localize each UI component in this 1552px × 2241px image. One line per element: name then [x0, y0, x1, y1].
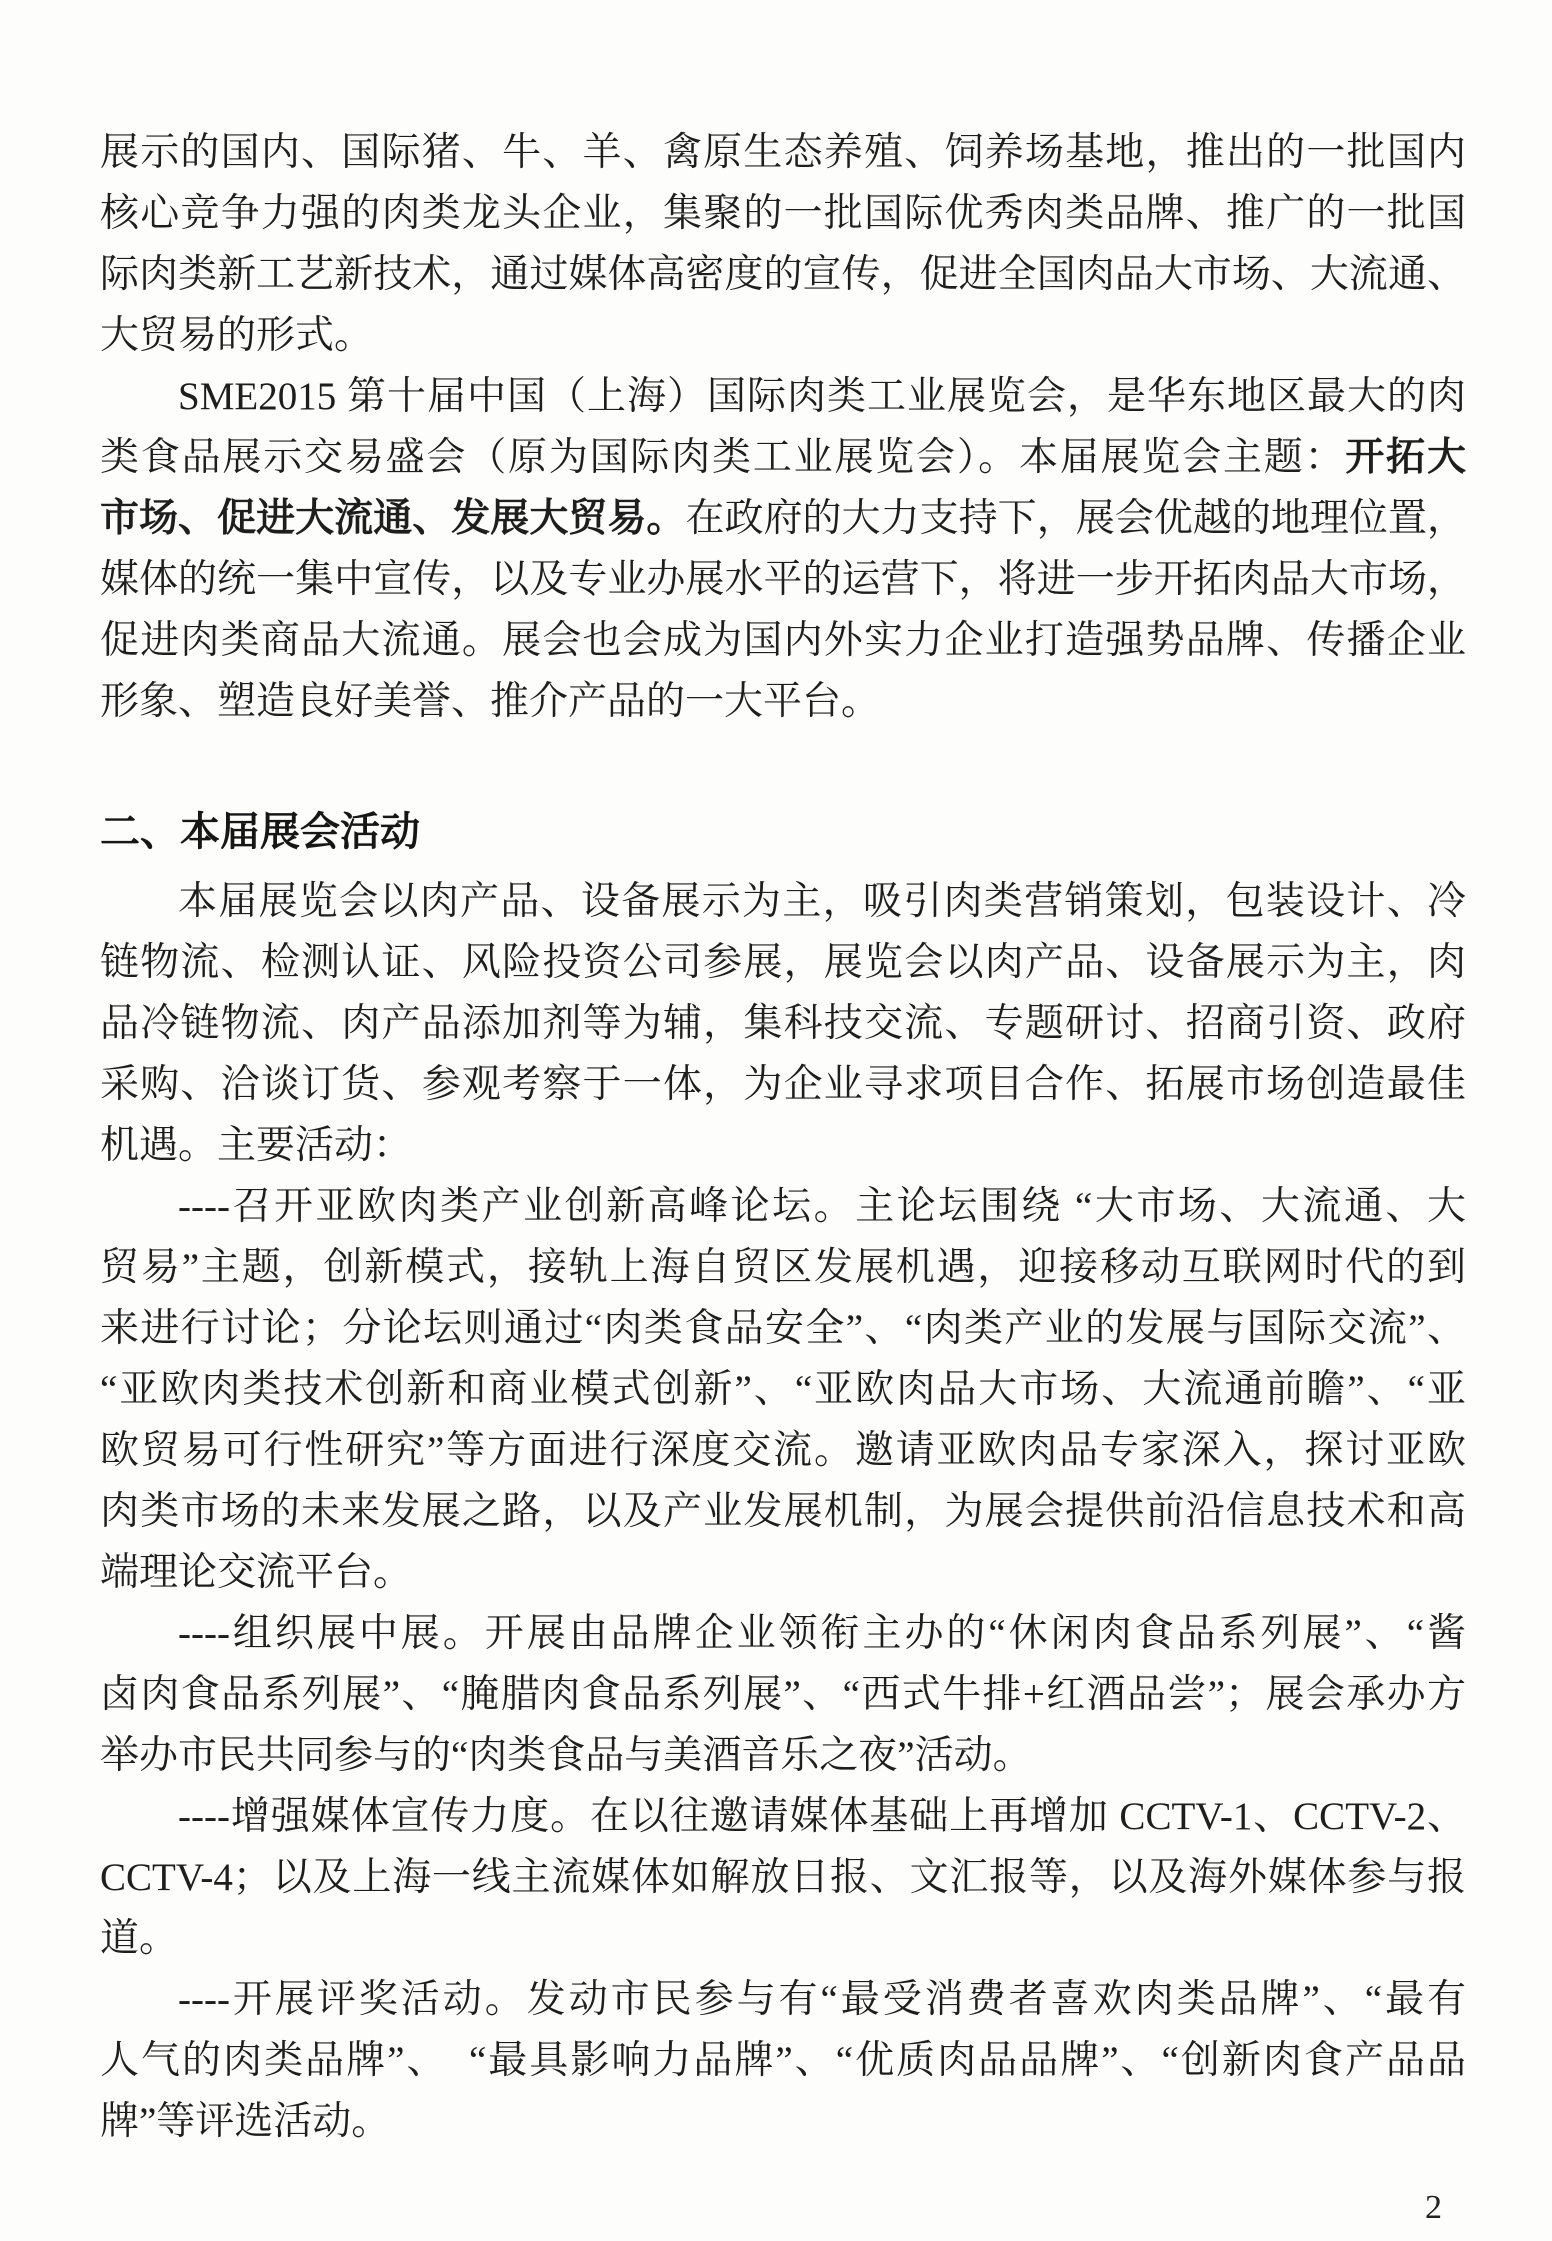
- page-number: 2: [1425, 2189, 1442, 2226]
- text-line: 来进行讨论；分论坛则通过“肉类食品安全”、“肉类产业的发展与国际交流”、: [100, 1307, 1466, 1350]
- activity-media-promotion: [100, 1786, 1466, 1969]
- text-line: 品冷链物流、肉产品添加剂等为辅，集科技交流、专题研讨、招商引资、政府: [100, 1002, 1466, 1045]
- text-line: 欧贸易可行性研究”等方面进行深度交流。邀请亚欧肉品专家深入，探讨亚欧: [100, 1429, 1466, 1472]
- text-line: CCTV-4；以及上海一线主流媒体如解放日报、文汇报等，以及海外媒体参与报: [100, 1856, 1466, 1899]
- paragraph-sme-overview: [100, 366, 1466, 732]
- text-line: 形象、塑造良好美誉、推介产品的一大平台。: [100, 680, 881, 723]
- text-line: 促进肉类商品大流通。展会也会成为国内外实力企业打造强势品牌、传播企业: [100, 619, 1466, 662]
- text-line: [100, 488, 1466, 549]
- text-line: 际肉类新工艺新技术，通过媒体高密度的宣传，促进全国肉品大市场、大流通、: [100, 253, 1466, 296]
- text-line: “亚欧肉类技术创新和商业模式创新”、“亚欧肉品大市场、大流通前瞻”、“亚: [100, 1368, 1466, 1411]
- text-line: 核心竞争力强的肉类龙头企业，集聚的一批国际优秀肉类品牌、推广的一批国: [100, 192, 1466, 235]
- text-segment: 类食品展示交易盛会（原为国际肉类工业展览会）。本届展览会主题：: [100, 436, 1346, 479]
- text-line: 机遇。主要活动：: [100, 1124, 413, 1167]
- paragraph-continuation: [100, 122, 1466, 366]
- text-line: 链物流、检测认证、风险投资公司参展，展览会以肉产品、设备展示为主，肉: [100, 941, 1466, 984]
- text-line: 本届展览会以肉产品、设备展示为主，吸引肉类营销策划，包装设计、冷: [178, 880, 1466, 923]
- text-line: 采购、洽谈订货、参观考察于一体，为企业寻求项目合作、拓展市场创造最佳: [100, 1063, 1466, 1106]
- paragraph-exhibition-intro: [100, 871, 1466, 1176]
- activity-awards: [100, 1969, 1466, 2152]
- text-line: 大贸易的形式。: [100, 314, 374, 357]
- text-line: SME2015 第十届中国（上海）国际肉类工业展览会，是华东地区最大的肉: [178, 375, 1466, 418]
- text-line: 媒体的统一集中宣传，以及专业办展水平的运营下，将进一步开拓肉品大市场，: [100, 558, 1466, 601]
- text-line: ----组织展中展。开展由品牌企业领衔主办的“休闲肉食品系列展”、“酱: [178, 1612, 1466, 1655]
- text-line: 肉类市场的未来发展之路，以及产业发展机制，为展会提供前沿信息技术和高: [100, 1490, 1466, 1533]
- text-segment: 在政府的大力支持下，展会优越的地理位置，: [685, 497, 1466, 540]
- text-line: [100, 427, 1466, 488]
- exhibition-theme-bold: 市场、促进大流通、发展大贸易。: [100, 497, 686, 540]
- text-line: 展示的国内、国际猪、牛、羊、禽原生态养殖、饲养场基地，推出的一批国内: [100, 131, 1466, 174]
- text-line: ----召开亚欧肉类产业创新高峰论坛。主论坛围绕 “大市场、大流通、大: [178, 1185, 1466, 1228]
- text-line: 人气的肉类品牌”、 “最具影响力品牌”、“优质肉品品牌”、“创新肉食产品品: [100, 2039, 1466, 2082]
- text-line: 卤肉食品系列展”、“腌腊肉食品系列展”、“西式牛排+红酒品尝”；展会承办方: [100, 1673, 1466, 1716]
- activity-show-in-show: [100, 1603, 1466, 1786]
- text-line: 道。: [100, 1917, 179, 1960]
- text-line: 牌”等评选活动。: [100, 2100, 391, 2143]
- text-line: ----开展评奖活动。发动市民参与有“最受消费者喜欢肉类品牌”、“最有: [178, 1978, 1466, 2021]
- exhibition-theme-bold: 开拓大: [1345, 436, 1466, 479]
- activity-forum: [100, 1176, 1466, 1603]
- text-line: 举办市民共同参与的“肉类食品与美酒音乐之夜”活动。: [100, 1734, 1032, 1777]
- text-line: 端理论交流平台。: [100, 1551, 413, 1594]
- section-heading-activities: 二、本届展会活动: [100, 810, 420, 854]
- text-line: ----增强媒体宣传力度。在以往邀请媒体基础上再增加 CCTV-1、CCTV-2、: [178, 1795, 1466, 1838]
- text-line: 贸易”主题，创新模式，接轨上海自贸区发展机遇，迎接移动互联网时代的到: [100, 1246, 1466, 1289]
